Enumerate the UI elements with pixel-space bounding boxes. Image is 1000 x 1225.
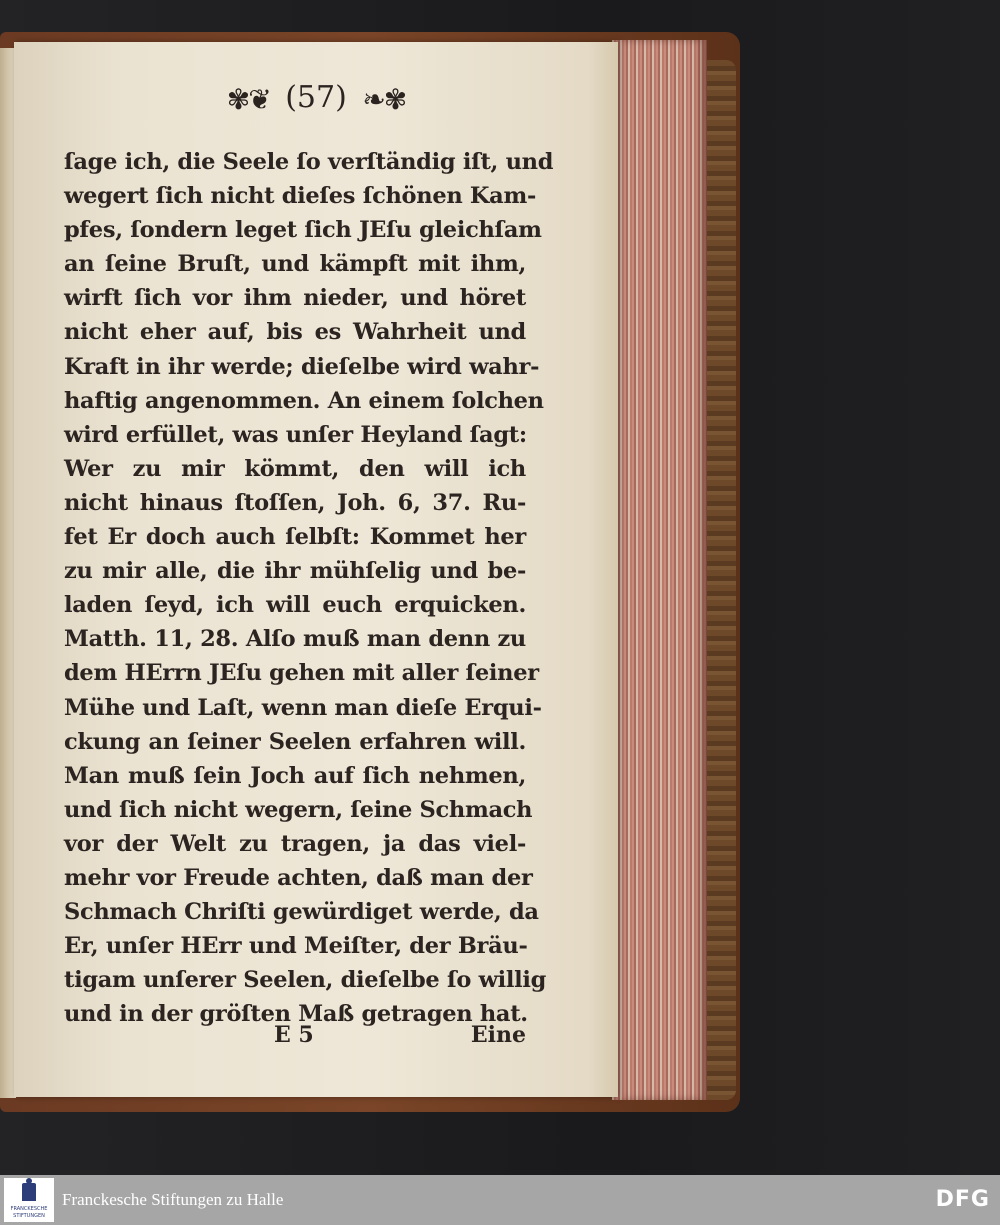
catchword: Eine: [470, 1022, 526, 1048]
page-text: [64, 145, 554, 1031]
text-line: haftig angenommen. An einem ſolchen: [64, 387, 544, 414]
text-line: laden ſeyd, ich will euch erquicken.: [64, 592, 526, 619]
page-header: [14, 80, 618, 116]
logo-text-line2: STIFTUNGEN: [13, 1213, 45, 1219]
text-line: wegert ſich nicht dieſes ſchönen Kam-: [64, 183, 537, 210]
page-edges: [612, 40, 707, 1100]
text-line: Mühe und Laſt, wenn man dieſe Erqui-: [64, 694, 542, 721]
text-line: Man muß ſein Joch auf ſich nehmen,: [64, 762, 526, 789]
text-line: Kraft in ihr werde; dieſelbe wird wahr-: [64, 353, 540, 380]
logo-emblem-icon: [22, 1183, 36, 1201]
text-line: zu mir alle, die ihr mühſelig und be-: [64, 558, 526, 585]
text-line: ckung an ſeiner Seelen erfahren will.: [64, 728, 526, 755]
text-line: tigam unſerer Seelen, dieſelbe ſo willig: [64, 967, 547, 994]
text-line: an ſeine Bruſt, und kämpft mit ihm,: [64, 251, 526, 278]
text-line: wirft ſich vor ihm nieder, und höret: [64, 285, 526, 312]
text-line: Wer zu mir kömmt, den will ich: [64, 455, 526, 482]
institution-name[interactable]: Franckesche Stiftungen zu Halle: [62, 1190, 284, 1209]
footer-bar: [0, 1175, 1000, 1225]
text-line: und in der gröſten Maß getragen hat.: [64, 1001, 528, 1028]
text-line: pfes, ſondern leget ſich JEſu gleichſam: [64, 217, 542, 244]
page-number: (57): [285, 80, 347, 115]
page-footer: [64, 1022, 526, 1056]
text-line: Matth. 11, 28. Alſo muß man denn zu: [64, 626, 526, 653]
text-line: und ſich nicht wegern, ſeine Schmach: [64, 796, 533, 823]
text-line: Schmach Chriſti gewürdiget werde, da: [64, 899, 539, 926]
book-page: [14, 42, 618, 1097]
text-line: dem HErrn JEſu gehen mit aller ſeiner: [64, 660, 539, 687]
text-line: Er, unſer HErr und Meiſter, der Bräu-: [64, 933, 528, 960]
text-line: mehr vor Freude achten, daß man der: [64, 864, 533, 891]
institution-logo[interactable]: [4, 1178, 54, 1222]
ornament-left-icon: ✾❦: [226, 82, 270, 116]
signature-mark: E 5: [274, 1022, 314, 1048]
text-line: nicht eher auf, bis es Wahrheit und: [64, 319, 526, 346]
logo-text-line1: FRANCKESCHE: [10, 1206, 48, 1212]
text-line: vor der Welt zu tragen, ja das viel-: [64, 830, 526, 857]
text-line: fet Er doch auch ſelbſt: Kommet her: [64, 524, 526, 551]
ornament-right-icon: ❧✾: [362, 82, 406, 116]
dfg-logo[interactable]: DFG: [935, 1187, 990, 1212]
text-line: wird erfüllet, was unſer Heyland ſagt:: [64, 421, 527, 448]
text-line: nicht hinaus ſtoſſen, Joh. 6, 37. Ru-: [64, 489, 526, 516]
text-line: ſage ich, die Seele ſo verſtändig iſt, und: [64, 149, 554, 175]
